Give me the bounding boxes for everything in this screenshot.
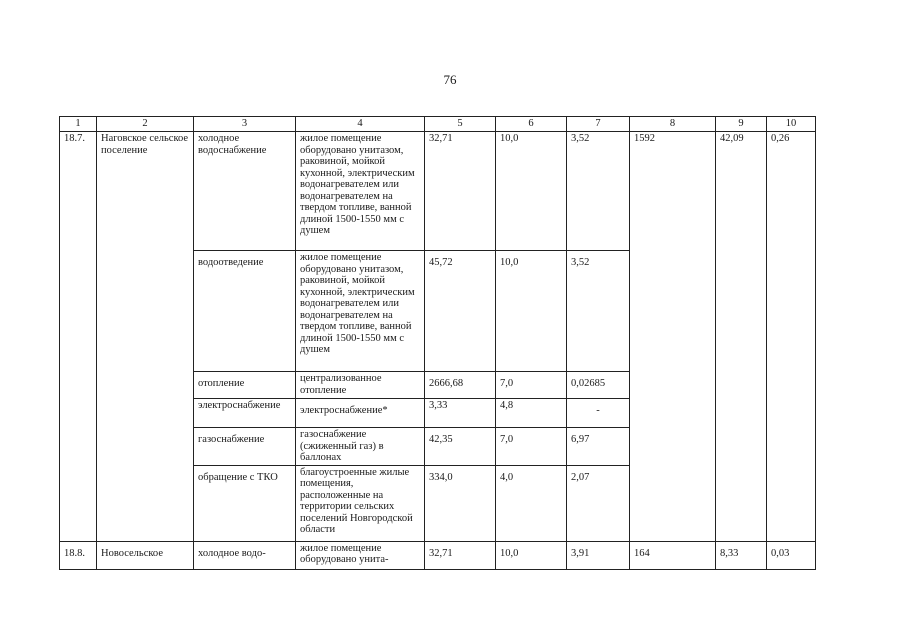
description-cell: электроснабжение*: [296, 399, 425, 428]
description-cell: благоустроенные жилые помещения, расположенные на территории сельских поселений Новгородской области: [296, 465, 425, 541]
value-cell: 45,72: [425, 251, 496, 372]
value-cell: 4,0: [496, 465, 567, 541]
value-cell: 7,0: [496, 372, 567, 399]
value-cell: 42,35: [425, 428, 496, 466]
description-cell: централизованное отопление: [296, 372, 425, 399]
header-cell: 3: [194, 117, 296, 132]
value-cell: 1592: [630, 132, 716, 542]
value-cell: 32,71: [425, 132, 496, 251]
value-cell: 164: [630, 541, 716, 569]
header-cell: 9: [716, 117, 767, 132]
settlement-cell: Новосельское: [97, 541, 194, 569]
service-cell: газоснабжение: [194, 428, 296, 466]
value-cell: 2,07: [567, 465, 630, 541]
value-cell: 10,0: [496, 132, 567, 251]
header-cell: 8: [630, 117, 716, 132]
header-cell: 5: [425, 117, 496, 132]
value-cell: 0,03: [767, 541, 816, 569]
service-cell: отопление: [194, 372, 296, 399]
value-cell: 0,26: [767, 132, 816, 542]
header-cell: 2: [97, 117, 194, 132]
value-cell: 32,71: [425, 541, 496, 569]
header-cell: 1: [60, 117, 97, 132]
value-cell: 3,33: [425, 399, 496, 428]
value-cell: 7,0: [496, 428, 567, 466]
description-cell: газоснабжение (сжиженный газ) в баллонах: [296, 428, 425, 466]
description-cell: жилое помещение оборудовано унита-: [296, 541, 425, 569]
row-number-cell: 18.8.: [60, 541, 97, 569]
service-cell: водоотведение: [194, 251, 296, 372]
value-cell: 8,33: [716, 541, 767, 569]
service-cell: электроснабжение: [194, 399, 296, 428]
row-number-cell: 18.7.: [60, 132, 97, 542]
settlement-cell: Наговское сельское поселение: [97, 132, 194, 542]
value-cell: 3,91: [567, 541, 630, 569]
value-cell: 6,97: [567, 428, 630, 466]
table-row: [60, 132, 816, 251]
value-cell: 2666,68: [425, 372, 496, 399]
value-cell: 3,52: [567, 251, 630, 372]
header-cell: 4: [296, 117, 425, 132]
service-cell: холодное водоснабжение: [194, 132, 296, 251]
page-number: 76: [443, 72, 457, 87]
service-cell: холодное водо-: [194, 541, 296, 569]
header-cell: 10: [767, 117, 816, 132]
value-cell: 0,02685: [567, 372, 630, 399]
value-cell: 10,0: [496, 541, 567, 569]
description-cell: жилое помещение оборудовано унитазом, раковиной, мойкой кухонной, электрическим водонагревателем или водонагревателем на твердом топливе, ванной длиной 1500-1550 мм с душем: [296, 251, 425, 372]
description-cell: жилое помещение оборудовано унитазом, раковиной, мойкой кухонной, электрическим водонагревателем или водонагревателем на твердом топливе, ванной длиной 1500-1550 мм с душем: [296, 132, 425, 251]
tariff-table: [59, 116, 816, 570]
table-row: [60, 541, 816, 569]
value-cell: 334,0: [425, 465, 496, 541]
header-cell: 6: [496, 117, 567, 132]
value-cell: 4,8: [496, 399, 567, 428]
service-cell: обращение с ТКО: [194, 465, 296, 541]
value-cell: 42,09: [716, 132, 767, 542]
value-cell: 3,52: [567, 132, 630, 251]
table-header-row: [60, 117, 816, 132]
header-cell: 7: [567, 117, 630, 132]
value-cell: -: [567, 399, 630, 428]
value-cell: 10,0: [496, 251, 567, 372]
